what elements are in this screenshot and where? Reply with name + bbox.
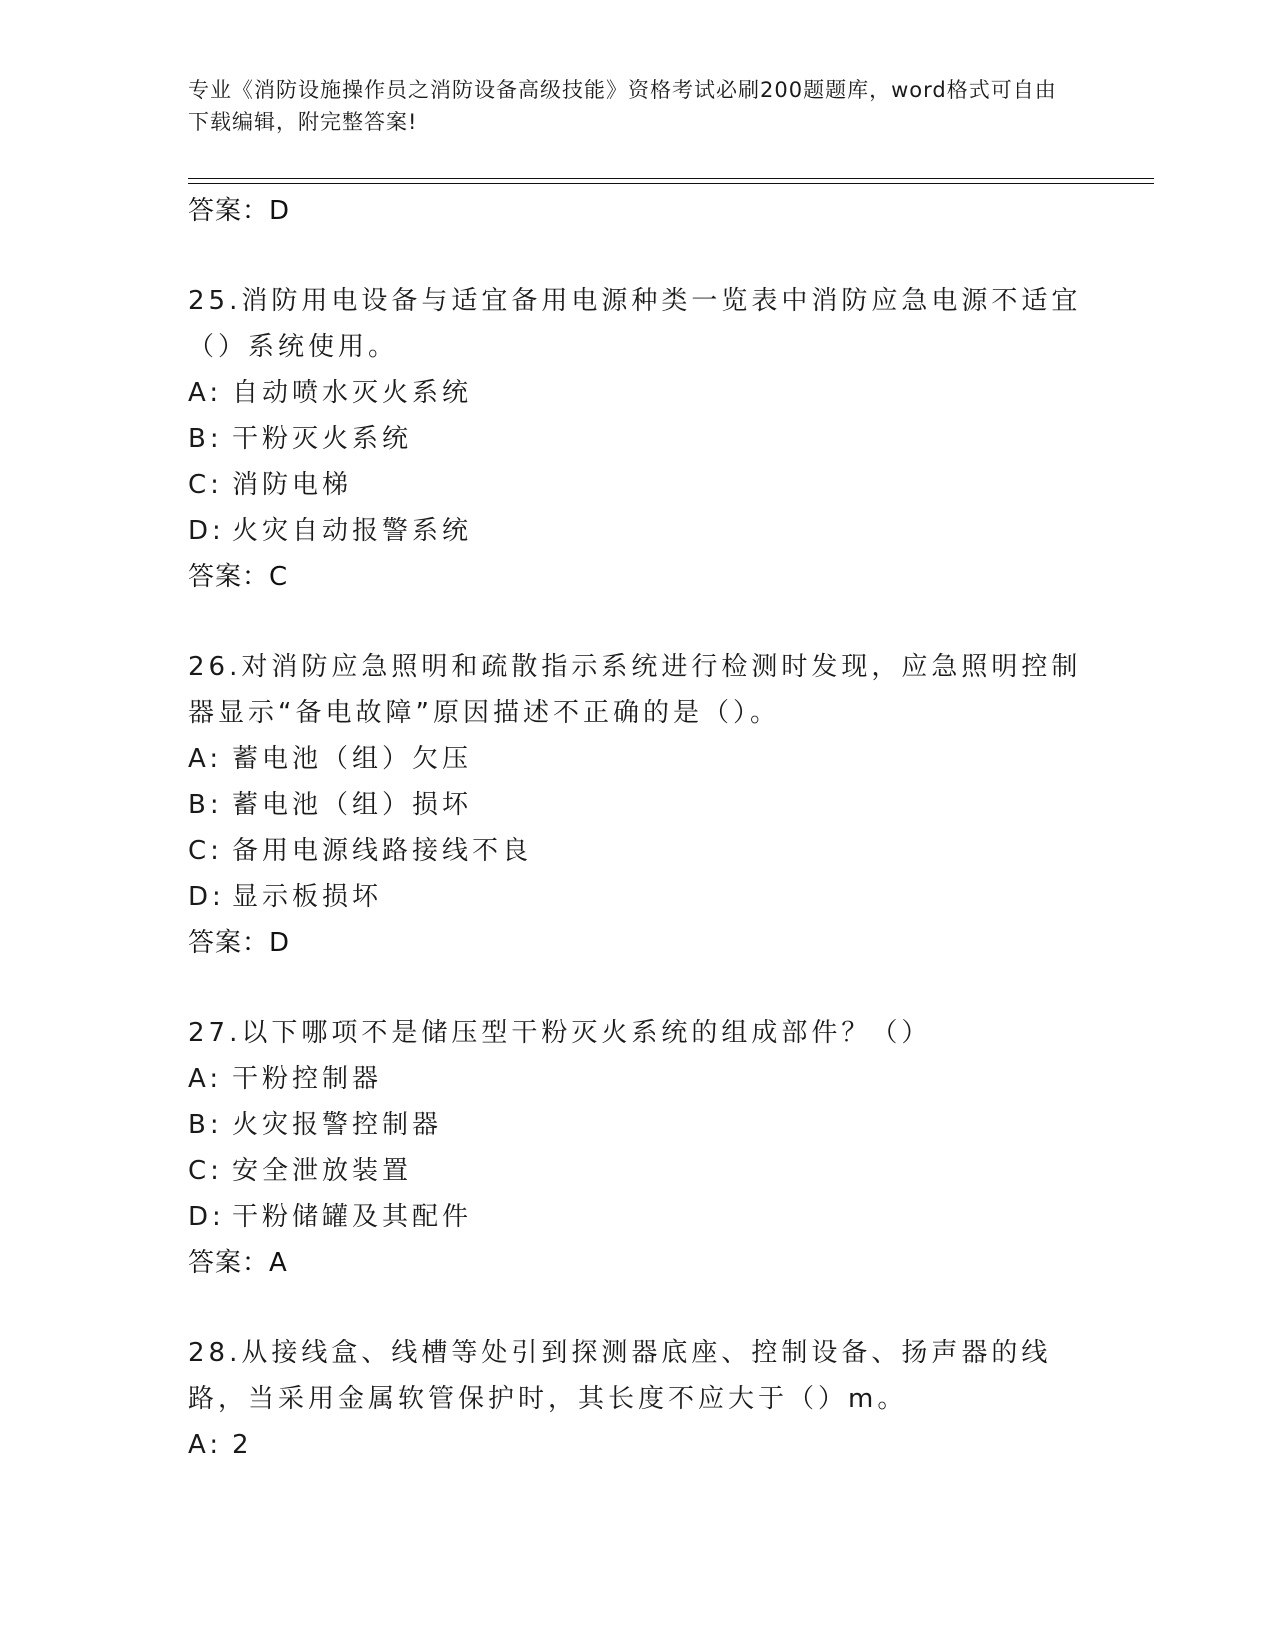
option-c — [188, 462, 1088, 508]
option-text: 蓄电池（组）欠压 — [232, 744, 473, 774]
option-text: 自动喷水灭火系统 — [232, 378, 473, 408]
question-text: 25.消防用电设备与适宜备用电源种类一览表中消防应急电源不适宜（）系统使用。 — [188, 286, 1082, 362]
question-26 — [188, 644, 1088, 966]
option-text: 干粉灭火系统 — [232, 424, 413, 454]
answer: 答案：C — [188, 562, 289, 592]
option-a — [188, 736, 1088, 782]
option-c — [188, 828, 1088, 874]
option-letter: B: — [188, 424, 223, 454]
option-d — [188, 508, 1088, 554]
document-header: 专业《消防设施操作员之消防设备高级技能》资格考试必刷200题题库，word格式可自由下载编辑，附完整答案! — [188, 78, 1057, 134]
header-divider-top — [188, 178, 1154, 179]
option-a — [188, 1056, 1088, 1102]
question-28 — [188, 1330, 1088, 1468]
spacer — [188, 600, 1088, 644]
option-a — [188, 370, 1088, 416]
answer: 答案：A — [188, 1248, 288, 1278]
option-b — [188, 782, 1088, 828]
option-letter: D: — [188, 1202, 225, 1232]
option-letter: A: — [188, 1064, 223, 1094]
spacer — [188, 966, 1088, 1010]
option-letter: D: — [188, 516, 225, 546]
option-c — [188, 1148, 1088, 1194]
option-text: 备用电源线路接线不良 — [232, 836, 533, 866]
option-letter: D: — [188, 882, 225, 912]
question-text: 28.从接线盒、线槽等处引到探测器底座、控制设备、扬声器的线路，当采用金属软管保护时，其长度不应大于（）m。 — [188, 1338, 1052, 1414]
option-text: 消防电梯 — [232, 470, 353, 500]
option-letter: A: — [188, 744, 223, 774]
question-text: 27.以下哪项不是储压型干粉灭火系统的组成部件？（） — [188, 1018, 932, 1048]
option-letter: A: — [188, 378, 223, 408]
option-b — [188, 416, 1088, 462]
option-letter: A: — [188, 1430, 223, 1460]
option-text: 显示板损坏 — [232, 882, 383, 912]
option-text: 火灾报警控制器 — [232, 1110, 443, 1140]
option-text: 蓄电池（组）损坏 — [232, 790, 473, 820]
previous-answer: 答案：D — [188, 196, 291, 226]
question-27 — [188, 1010, 1088, 1286]
option-a — [188, 1422, 1088, 1468]
answer: 答案：D — [188, 928, 291, 958]
option-letter: B: — [188, 1110, 223, 1140]
option-d — [188, 874, 1088, 920]
spacer — [188, 1286, 1088, 1330]
option-text: 火灾自动报警系统 — [232, 516, 473, 546]
option-text: 2 — [232, 1430, 253, 1460]
option-text: 干粉控制器 — [232, 1064, 383, 1094]
option-d — [188, 1194, 1088, 1240]
option-b — [188, 1102, 1088, 1148]
header-divider-bottom — [188, 183, 1154, 184]
option-letter: B: — [188, 790, 223, 820]
spacer — [188, 234, 1088, 278]
option-letter: C: — [188, 836, 223, 866]
option-letter: C: — [188, 470, 223, 500]
option-text: 安全泄放装置 — [232, 1156, 413, 1186]
question-content — [188, 188, 1088, 1468]
question-text: 26.对消防应急照明和疏散指示系统进行检测时发现，应急照明控制器显示“备电故障”原因描述不正确的是（）。 — [188, 652, 1082, 728]
option-letter: C: — [188, 1156, 223, 1186]
option-text: 干粉储罐及其配件 — [232, 1202, 473, 1232]
question-25 — [188, 278, 1088, 600]
